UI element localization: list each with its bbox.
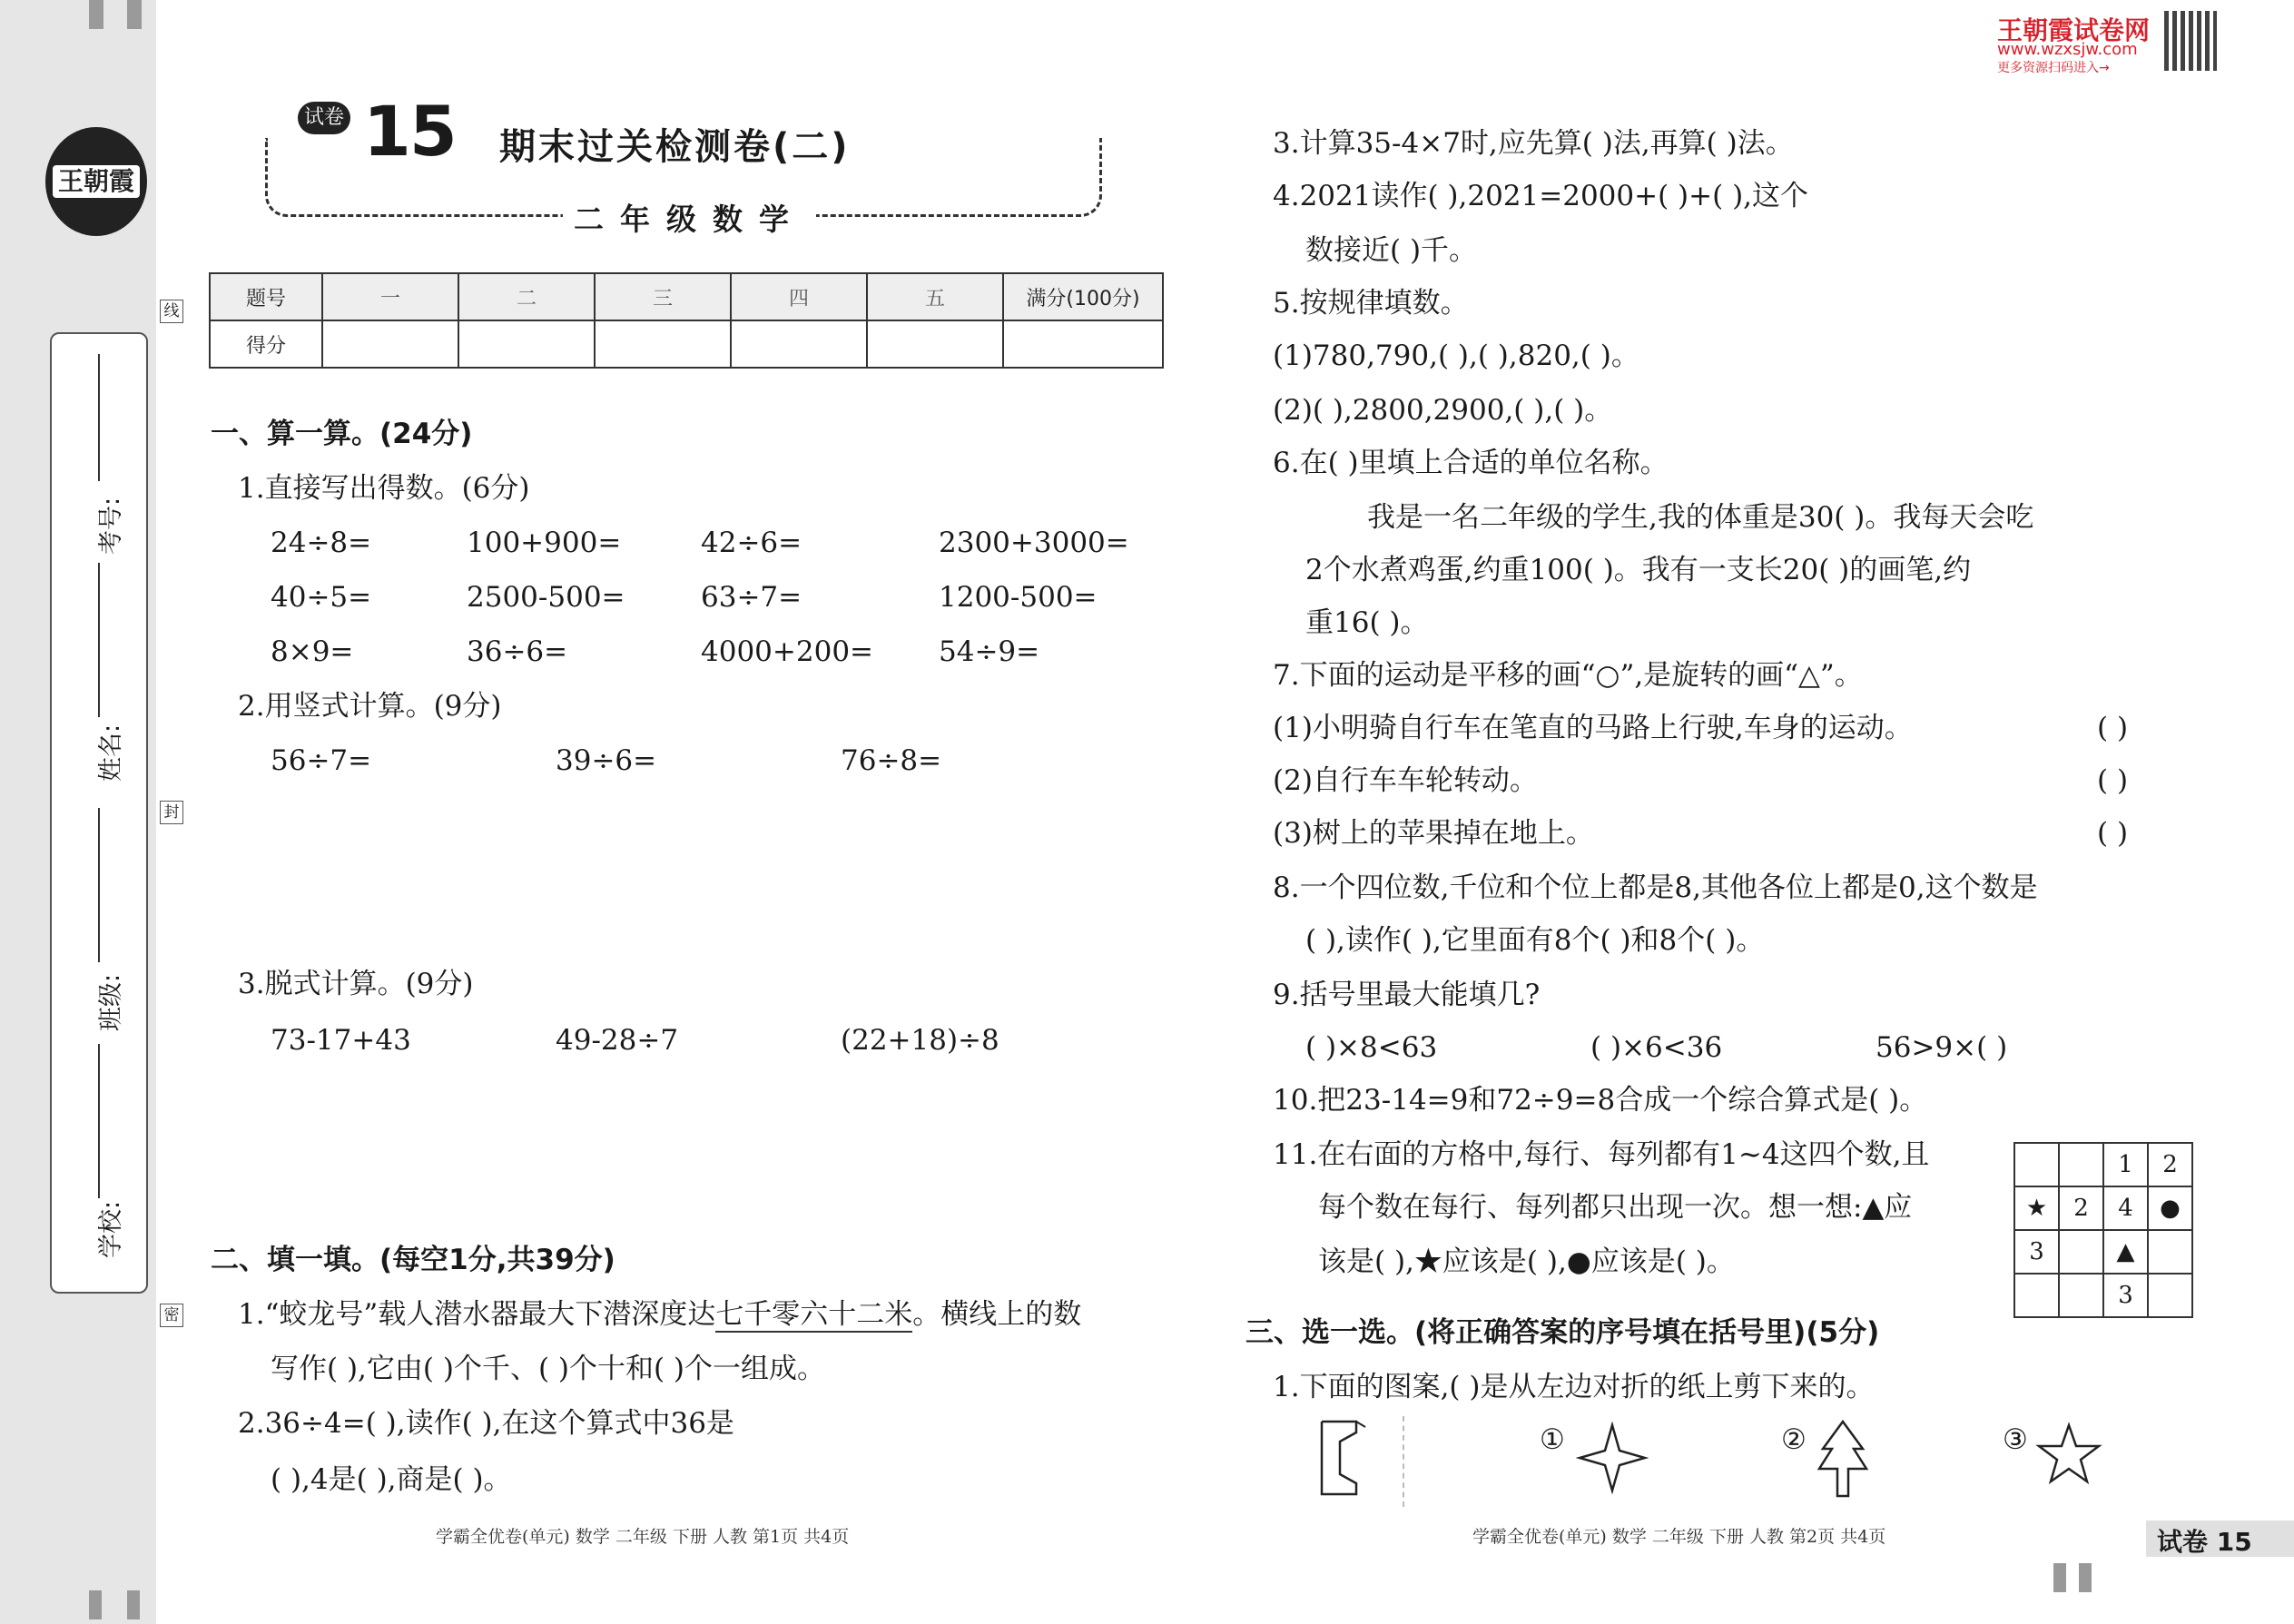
binding-mark xyxy=(89,0,103,29)
school-line[interactable] xyxy=(98,1044,100,1198)
tree-shape-icon[interactable] xyxy=(1816,1418,1870,1500)
calc-item[interactable]: 36÷6= xyxy=(467,635,568,668)
page-badge-text: 试卷 15 xyxy=(2157,1527,2252,1557)
section-2-heading: 二、填一填。(每空1分,共39分) xyxy=(211,1244,615,1276)
score-table xyxy=(209,272,1164,369)
vertical-calc-item[interactable]: 39÷6= xyxy=(556,744,657,777)
vertical-calc-item[interactable]: 56÷7= xyxy=(271,744,372,777)
binding-mark xyxy=(2079,1563,2092,1592)
fill-question-9-b[interactable]: ( )×6<36 xyxy=(1590,1031,1723,1064)
calc-item[interactable]: 40÷5= xyxy=(271,581,372,614)
fill-question-6-text[interactable]: 重16( )。 xyxy=(1305,606,1429,639)
option-2-label[interactable]: ② xyxy=(1781,1423,1807,1456)
grid-cell xyxy=(2059,1230,2103,1274)
score-input[interactable] xyxy=(867,320,1003,368)
calc-item[interactable]: 63÷7= xyxy=(701,581,802,614)
exam-no-label: 考号: xyxy=(97,497,126,556)
calc-item[interactable]: 8×9= xyxy=(271,635,354,668)
question-1-1: 1.直接写出得数。(6分) xyxy=(238,472,530,505)
step-calc-item[interactable]: 73-17+43 xyxy=(271,1024,411,1057)
fill-question-2[interactable]: 2.36÷4=( ),读作( ),在这个算式中36是 xyxy=(238,1407,734,1440)
fill-question-9-a[interactable]: ( )×8<63 xyxy=(1305,1031,1438,1064)
section-3-heading: 三、选一选。(将正确答案的序号填在括号里)(5分) xyxy=(1245,1316,1880,1349)
name-label: 姓名: xyxy=(97,723,126,782)
binding-mark xyxy=(127,0,142,29)
fill-question-11: 11.在右面的方格中,每行、每列都有1~4这四个数,且 xyxy=(1273,1138,1930,1171)
binding-char-seal: 封 xyxy=(160,801,183,824)
fill-question-6-text[interactable]: 我是一名二年级的学生,我的体重是30( )。我每天会吃 xyxy=(1367,501,2034,534)
fill-question-1-blanks[interactable]: 写作( ),它由( )个千、( )个十和( )个一组成。 xyxy=(271,1353,826,1385)
score-cell: 一 xyxy=(322,273,458,320)
name-line[interactable] xyxy=(98,563,100,717)
grid-cell xyxy=(2059,1143,2103,1186)
grid-cell xyxy=(2148,1230,2192,1274)
fill-question-5-1[interactable]: (1)780,790,( ),( ),820,( )。 xyxy=(1273,340,1639,372)
step-calc-item[interactable]: 49-28÷7 xyxy=(556,1024,679,1057)
score-value-row xyxy=(210,320,1163,368)
grid-cell: 3 xyxy=(2103,1274,2148,1317)
calc-item[interactable]: 2300+3000= xyxy=(939,527,1129,559)
answer-paren[interactable]: ( ) xyxy=(2097,764,2129,797)
fill-question-6: 6.在( )里填上合适的单位名称。 xyxy=(1273,447,1669,479)
fill-question-7: 7.下面的运动是平移的画“○”,是旋转的画“△”。 xyxy=(1273,659,1863,692)
footer-right: 学霸全优卷(单元) 数学 二年级 下册 人教 第2页 共4页 xyxy=(1472,1527,1886,1547)
class-label: 班级: xyxy=(97,973,126,1032)
fill-question-6-text[interactable]: 2个水煮鸡蛋,约重100( )。我有一支长20( )的画笔,约 xyxy=(1305,554,1972,586)
school-label: 学校: xyxy=(97,1200,126,1259)
sudoku-grid xyxy=(2013,1142,2193,1318)
grid-row xyxy=(2014,1143,2192,1186)
grid-cell: 2 xyxy=(2059,1186,2103,1230)
fill-question-1-text: 。横线上的数 xyxy=(912,1298,1082,1331)
five-point-star-icon[interactable] xyxy=(2035,1422,2102,1487)
page-badge xyxy=(2146,1521,2294,1557)
calc-item[interactable]: 42÷6= xyxy=(701,527,802,559)
fill-question-7-3: (3)树上的苹果掉在地上。 xyxy=(1273,817,1594,850)
fill-question-4[interactable]: 4.2021读作( ),2021=2000+( )+( ),这个 xyxy=(1273,180,1809,212)
calc-item[interactable]: 100+900= xyxy=(467,527,622,559)
fill-question-11-blanks[interactable]: 该是( ),★应该是( ),●应该是( )。 xyxy=(1318,1245,1735,1278)
grid-row xyxy=(2014,1274,2192,1317)
test-badge: 试卷 xyxy=(298,102,350,134)
score-cell: 得分 xyxy=(210,320,322,368)
folded-paper-icon xyxy=(1316,1416,1371,1500)
section-1-heading: 一、算一算。(24分) xyxy=(211,418,473,450)
fill-question-4-cont[interactable]: 数接近( )千。 xyxy=(1305,234,1478,267)
four-point-star-icon[interactable] xyxy=(1576,1422,1649,1494)
binding-char-secret: 密 xyxy=(160,1304,183,1327)
grid-row xyxy=(2014,1186,2192,1230)
fill-question-2-blanks[interactable]: ( ),4是( ),商是( )。 xyxy=(271,1463,512,1496)
option-1-label[interactable]: ① xyxy=(1540,1423,1565,1456)
fill-question-8-blanks[interactable]: ( ),读作( ),它里面有8个( )和8个( )。 xyxy=(1305,924,1765,957)
publisher-logo xyxy=(45,127,147,236)
calc-item[interactable]: 2500-500= xyxy=(467,581,625,614)
grid-cell xyxy=(2148,1274,2192,1317)
question-1-3: 3.脱式计算。(9分) xyxy=(238,968,474,1000)
calc-item[interactable]: 24÷8= xyxy=(271,527,372,559)
figure-divider xyxy=(1403,1416,1406,1507)
fill-question-3[interactable]: 3.计算35-4×7时,应先算( )法,再算( )法。 xyxy=(1273,127,1794,160)
grid-cell: ★ xyxy=(2014,1186,2059,1230)
test-number: 15 xyxy=(363,91,456,172)
score-cell: 题号 xyxy=(210,273,322,320)
qr-code-icon[interactable] xyxy=(2164,11,2217,71)
score-cell: 四 xyxy=(731,273,867,320)
score-cell: 五 xyxy=(867,273,1003,320)
calc-item[interactable]: 54÷9= xyxy=(939,635,1040,668)
binding-mark xyxy=(2053,1563,2066,1592)
score-input[interactable] xyxy=(322,320,458,368)
binding-mark xyxy=(89,1590,102,1619)
calc-item[interactable]: 4000+200= xyxy=(701,635,874,668)
calc-item[interactable]: 1200-500= xyxy=(939,581,1098,614)
grid-cell xyxy=(2059,1274,2103,1317)
page-subtitle: 二年级数学 xyxy=(563,196,816,239)
grid-cell: 4 xyxy=(2103,1186,2148,1230)
fill-question-9-c[interactable]: 56>9×( ) xyxy=(1876,1031,2008,1064)
answer-paren[interactable]: ( ) xyxy=(2097,712,2129,744)
score-header-row xyxy=(210,273,1163,320)
grid-row xyxy=(2014,1230,2192,1274)
fill-question-5: 5.按规律填数。 xyxy=(1273,287,1469,320)
fill-question-7-2: (2)自行车车轮转动。 xyxy=(1273,764,1538,797)
fill-question-8: 8.一个四位数,千位和个位上都是8,其他各位上都是0,这个数是 xyxy=(1273,871,2038,904)
binding-char-line: 线 xyxy=(160,300,183,323)
fill-question-7-1: (1)小明骑自行车在笔直的马路上行驶,车身的运动。 xyxy=(1273,712,1913,744)
grid-cell xyxy=(2014,1274,2059,1317)
question-1-2: 2.用竖式计算。(9分) xyxy=(238,690,502,723)
grid-cell xyxy=(2014,1143,2059,1186)
underlined-number-words: 七千零六十二米 xyxy=(715,1298,913,1331)
fill-question-9: 9.括号里最大能填几? xyxy=(1273,979,1541,1011)
page-title: 期末过关检测卷(二) xyxy=(499,126,851,168)
fill-question-1 xyxy=(238,1296,1081,1333)
score-cell: 三 xyxy=(595,273,731,320)
option-3-label[interactable]: ③ xyxy=(2003,1423,2028,1456)
grid-cell: 1 xyxy=(2103,1143,2148,1186)
grid-cell: 2 xyxy=(2148,1143,2192,1186)
fill-question-5-2[interactable]: (2)( ),2800,2900,( ),( )。 xyxy=(1273,394,1613,427)
score-input[interactable] xyxy=(458,320,595,368)
watermark-url[interactable]: www.wzxsjw.com xyxy=(1997,40,2138,59)
watermark-brand: 王朝霞试卷网 xyxy=(1997,15,2151,45)
fill-question-11-cont: 每个数在每行、每列都只出现一次。想一想:▲应 xyxy=(1318,1191,1913,1224)
score-input[interactable] xyxy=(1003,320,1163,368)
step-calc-item[interactable]: (22+18)÷8 xyxy=(841,1024,999,1057)
exam-no-line[interactable] xyxy=(98,354,100,481)
score-cell: 二 xyxy=(458,273,595,320)
class-line[interactable] xyxy=(98,808,100,962)
answer-paren[interactable]: ( ) xyxy=(2097,817,2129,850)
vertical-calc-item[interactable]: 76÷8= xyxy=(841,744,942,777)
logo-text: 王朝霞 xyxy=(53,165,140,198)
grid-cell: 3 xyxy=(2014,1230,2059,1274)
fill-question-10[interactable]: 10.把23-14=9和72÷9=8合成一个综合算式是( )。 xyxy=(1273,1084,1928,1117)
watermark-tagline: 更多资源扫码进入→ xyxy=(1997,61,2110,75)
fill-question-1-text: 1.“蛟龙号”载人潜水器最大下潜深度达 xyxy=(238,1298,716,1331)
grid-cell: ▲ xyxy=(2103,1230,2148,1274)
grid-cell: ● xyxy=(2148,1186,2192,1230)
footer-left: 学霸全优卷(单元) 数学 二年级 下册 人教 第1页 共4页 xyxy=(436,1527,850,1547)
score-input[interactable] xyxy=(595,320,731,368)
score-cell: 满分(100分) xyxy=(1003,273,1163,320)
score-input[interactable] xyxy=(731,320,867,368)
choice-question-1[interactable]: 1.下面的图案,( )是从左边对折的纸上剪下来的。 xyxy=(1273,1371,1875,1403)
binding-mark xyxy=(127,1590,140,1619)
